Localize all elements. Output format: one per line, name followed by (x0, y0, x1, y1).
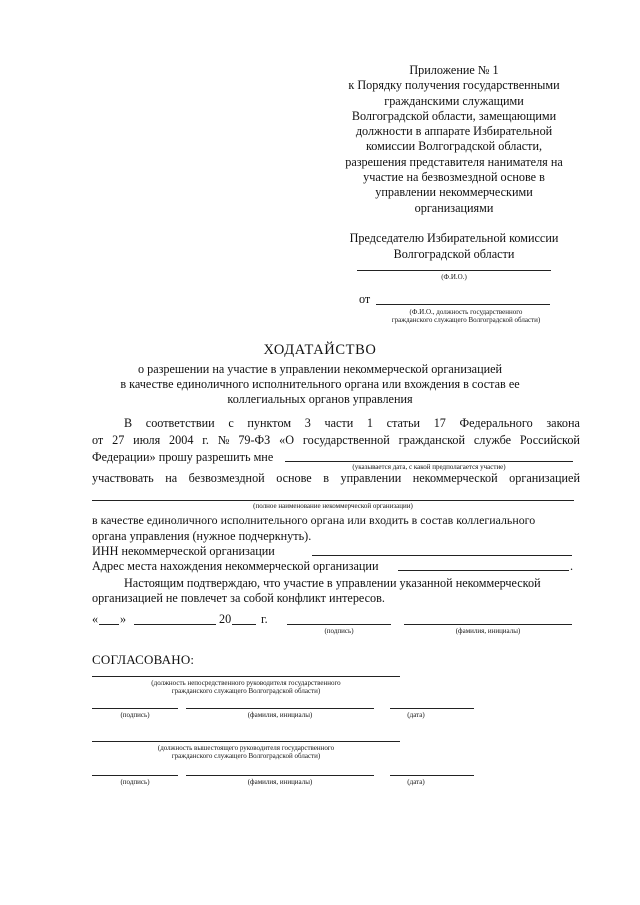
from-caption (355, 308, 577, 324)
appendix-line: управлении некоммерческими (375, 185, 533, 200)
body-line-5: в качестве единоличного исполнительного органа или входить в состав коллегиального (92, 513, 536, 527)
appendix-line: к Порядку получения государственными (348, 78, 560, 93)
boss1-name-field[interactable] (186, 708, 374, 709)
word: с (228, 416, 234, 430)
word: июля (133, 433, 161, 447)
subtitle-line: коллегиальных органов управления (227, 392, 413, 406)
boss2-position-caption (92, 744, 400, 760)
word: 17 (433, 416, 446, 430)
address-label: Адрес места нахождения некоммерческой организации (92, 559, 379, 573)
word: 3 (304, 416, 311, 430)
word: пунктом (247, 416, 292, 430)
appendix-line: организациями (414, 200, 494, 215)
word: государственной (302, 433, 390, 447)
from-caption-line: гражданского служащего Волгоградской области) (391, 316, 541, 324)
body-line-3: Федерации» прошу разрешить мне (92, 450, 274, 464)
word: г. (202, 433, 209, 447)
year-prefix: 20 (219, 612, 232, 626)
word: № (217, 433, 230, 447)
appendix-line: должности в аппарате Избирательной (355, 124, 553, 139)
word: 2004 (169, 433, 194, 447)
appendix-block (330, 63, 578, 216)
inn-field[interactable] (312, 555, 572, 556)
word: Российской (519, 433, 580, 447)
document-subtitle (60, 362, 580, 407)
word: управлении (340, 471, 402, 485)
boss1-position-field[interactable] (92, 676, 400, 677)
inn-label: ИНН некоммерческой организации (92, 544, 275, 558)
subtitle-line: в качестве единоличного исполнительного органа или вхождения в состав ее (120, 377, 520, 391)
word: безвозмездной (188, 471, 265, 485)
address-end: . (570, 559, 574, 573)
word: службе (473, 433, 512, 447)
boss1-name-caption: (фамилия, инициалы) (247, 711, 313, 719)
word: участвовать (92, 471, 154, 485)
word: Федерального (459, 416, 533, 430)
from-caption-line: (Ф.И.О., должность государственного (409, 308, 523, 316)
boss2-position-field[interactable] (92, 741, 400, 742)
boss1-caption-line: гражданского служащего Волгоградской области) (171, 687, 321, 695)
word: 27 (112, 433, 125, 447)
year-suffix: г. (261, 612, 268, 626)
org-name-caption: (полное наименование некоммерческой организации) (253, 502, 413, 510)
addressee-line: Волгоградской области (393, 246, 515, 261)
boss2-signature-field[interactable] (92, 775, 178, 776)
appendix-line: участие на безвозмездной основе в (363, 170, 545, 185)
month-field[interactable] (134, 624, 216, 625)
from-field[interactable] (376, 304, 550, 305)
boss2-name-field[interactable] (186, 775, 374, 776)
boss2-caption-line: гражданского служащего Волгоградской области) (171, 752, 321, 760)
word: 79-ФЗ (238, 433, 271, 447)
fio-caption: (Ф.И.О.) (441, 273, 467, 281)
appendix-line: Волгоградской области, замещающими (351, 108, 557, 123)
body-line-6: органа управления (нужное подчеркнуть). (92, 529, 312, 543)
word: 1 (366, 416, 373, 430)
subtitle-line: о разрешении на участие в управлении некоммерческой организацией (137, 362, 503, 376)
body-line-1 (124, 416, 580, 432)
boss2-name-caption: (фамилия, инициалы) (247, 778, 313, 786)
boss1-signature-field[interactable] (92, 708, 178, 709)
boss1-date-field[interactable] (390, 708, 474, 709)
boss2-date-field[interactable] (390, 775, 474, 776)
word: основе (276, 471, 312, 485)
boss2-signature-caption: (подпись) (120, 778, 150, 786)
word: части (324, 416, 354, 430)
confirm-line-2: организацией не повлечет за собой конфликт интересов. (92, 591, 385, 605)
boss2-date-caption: (дата) (407, 778, 425, 786)
word: соответствии (145, 416, 215, 430)
appendix-line: комиссии Волгоградской области, (365, 139, 543, 154)
body-line-2 (92, 433, 580, 449)
word: некоммерческой (412, 471, 498, 485)
word: закона (546, 416, 580, 430)
word: «О (279, 433, 295, 447)
body-line-4 (92, 471, 580, 487)
addressee-line: Председателю Избирательной комиссии (349, 231, 559, 245)
confirm-line-1: Настоящим подтверждаю, что участие в управлении указанной некоммерческой (124, 576, 541, 590)
word: статьи (386, 416, 421, 430)
org-name-field[interactable] (92, 500, 574, 501)
address-field[interactable] (398, 570, 569, 571)
date-open-quote: « (92, 612, 99, 626)
appendix-line: разрешения представителя нанимателя на (345, 154, 563, 169)
name-caption: (фамилия, инициалы) (455, 627, 521, 635)
date-close-quote: » (120, 612, 127, 626)
boss1-signature-caption: (подпись) (120, 711, 150, 719)
signature-field[interactable] (287, 624, 391, 625)
boss1-caption-line: (должность непосредственного руководителя государственного (151, 679, 341, 687)
start-date-field[interactable] (285, 461, 573, 462)
addressee (330, 231, 578, 262)
day-field[interactable] (99, 624, 119, 625)
word: на (165, 471, 178, 485)
word: от (92, 433, 104, 447)
word: в (323, 471, 329, 485)
word: гражданской (398, 433, 466, 447)
fio-field[interactable] (357, 270, 551, 271)
boss2-caption-line: (должность вышестоящего руководителя государственного (157, 744, 335, 752)
word: В (124, 416, 133, 430)
boss1-position-caption (92, 679, 400, 695)
word: организацией (509, 471, 580, 485)
start-date-caption: (указывается дата, с какой предполагается участие) (352, 463, 506, 471)
name-field[interactable] (404, 624, 572, 625)
year-field[interactable] (232, 624, 256, 625)
signature-caption: (подпись) (324, 627, 354, 635)
boss1-date-caption: (дата) (407, 711, 425, 719)
from-label: от (359, 292, 371, 306)
document-title: ХОДАТАЙСТВО (263, 342, 377, 358)
agreed-heading: СОГЛАСОВАНО: (92, 652, 195, 667)
appendix-line: гражданскими служащими (384, 93, 524, 108)
appendix-line: Приложение № 1 (409, 63, 499, 77)
